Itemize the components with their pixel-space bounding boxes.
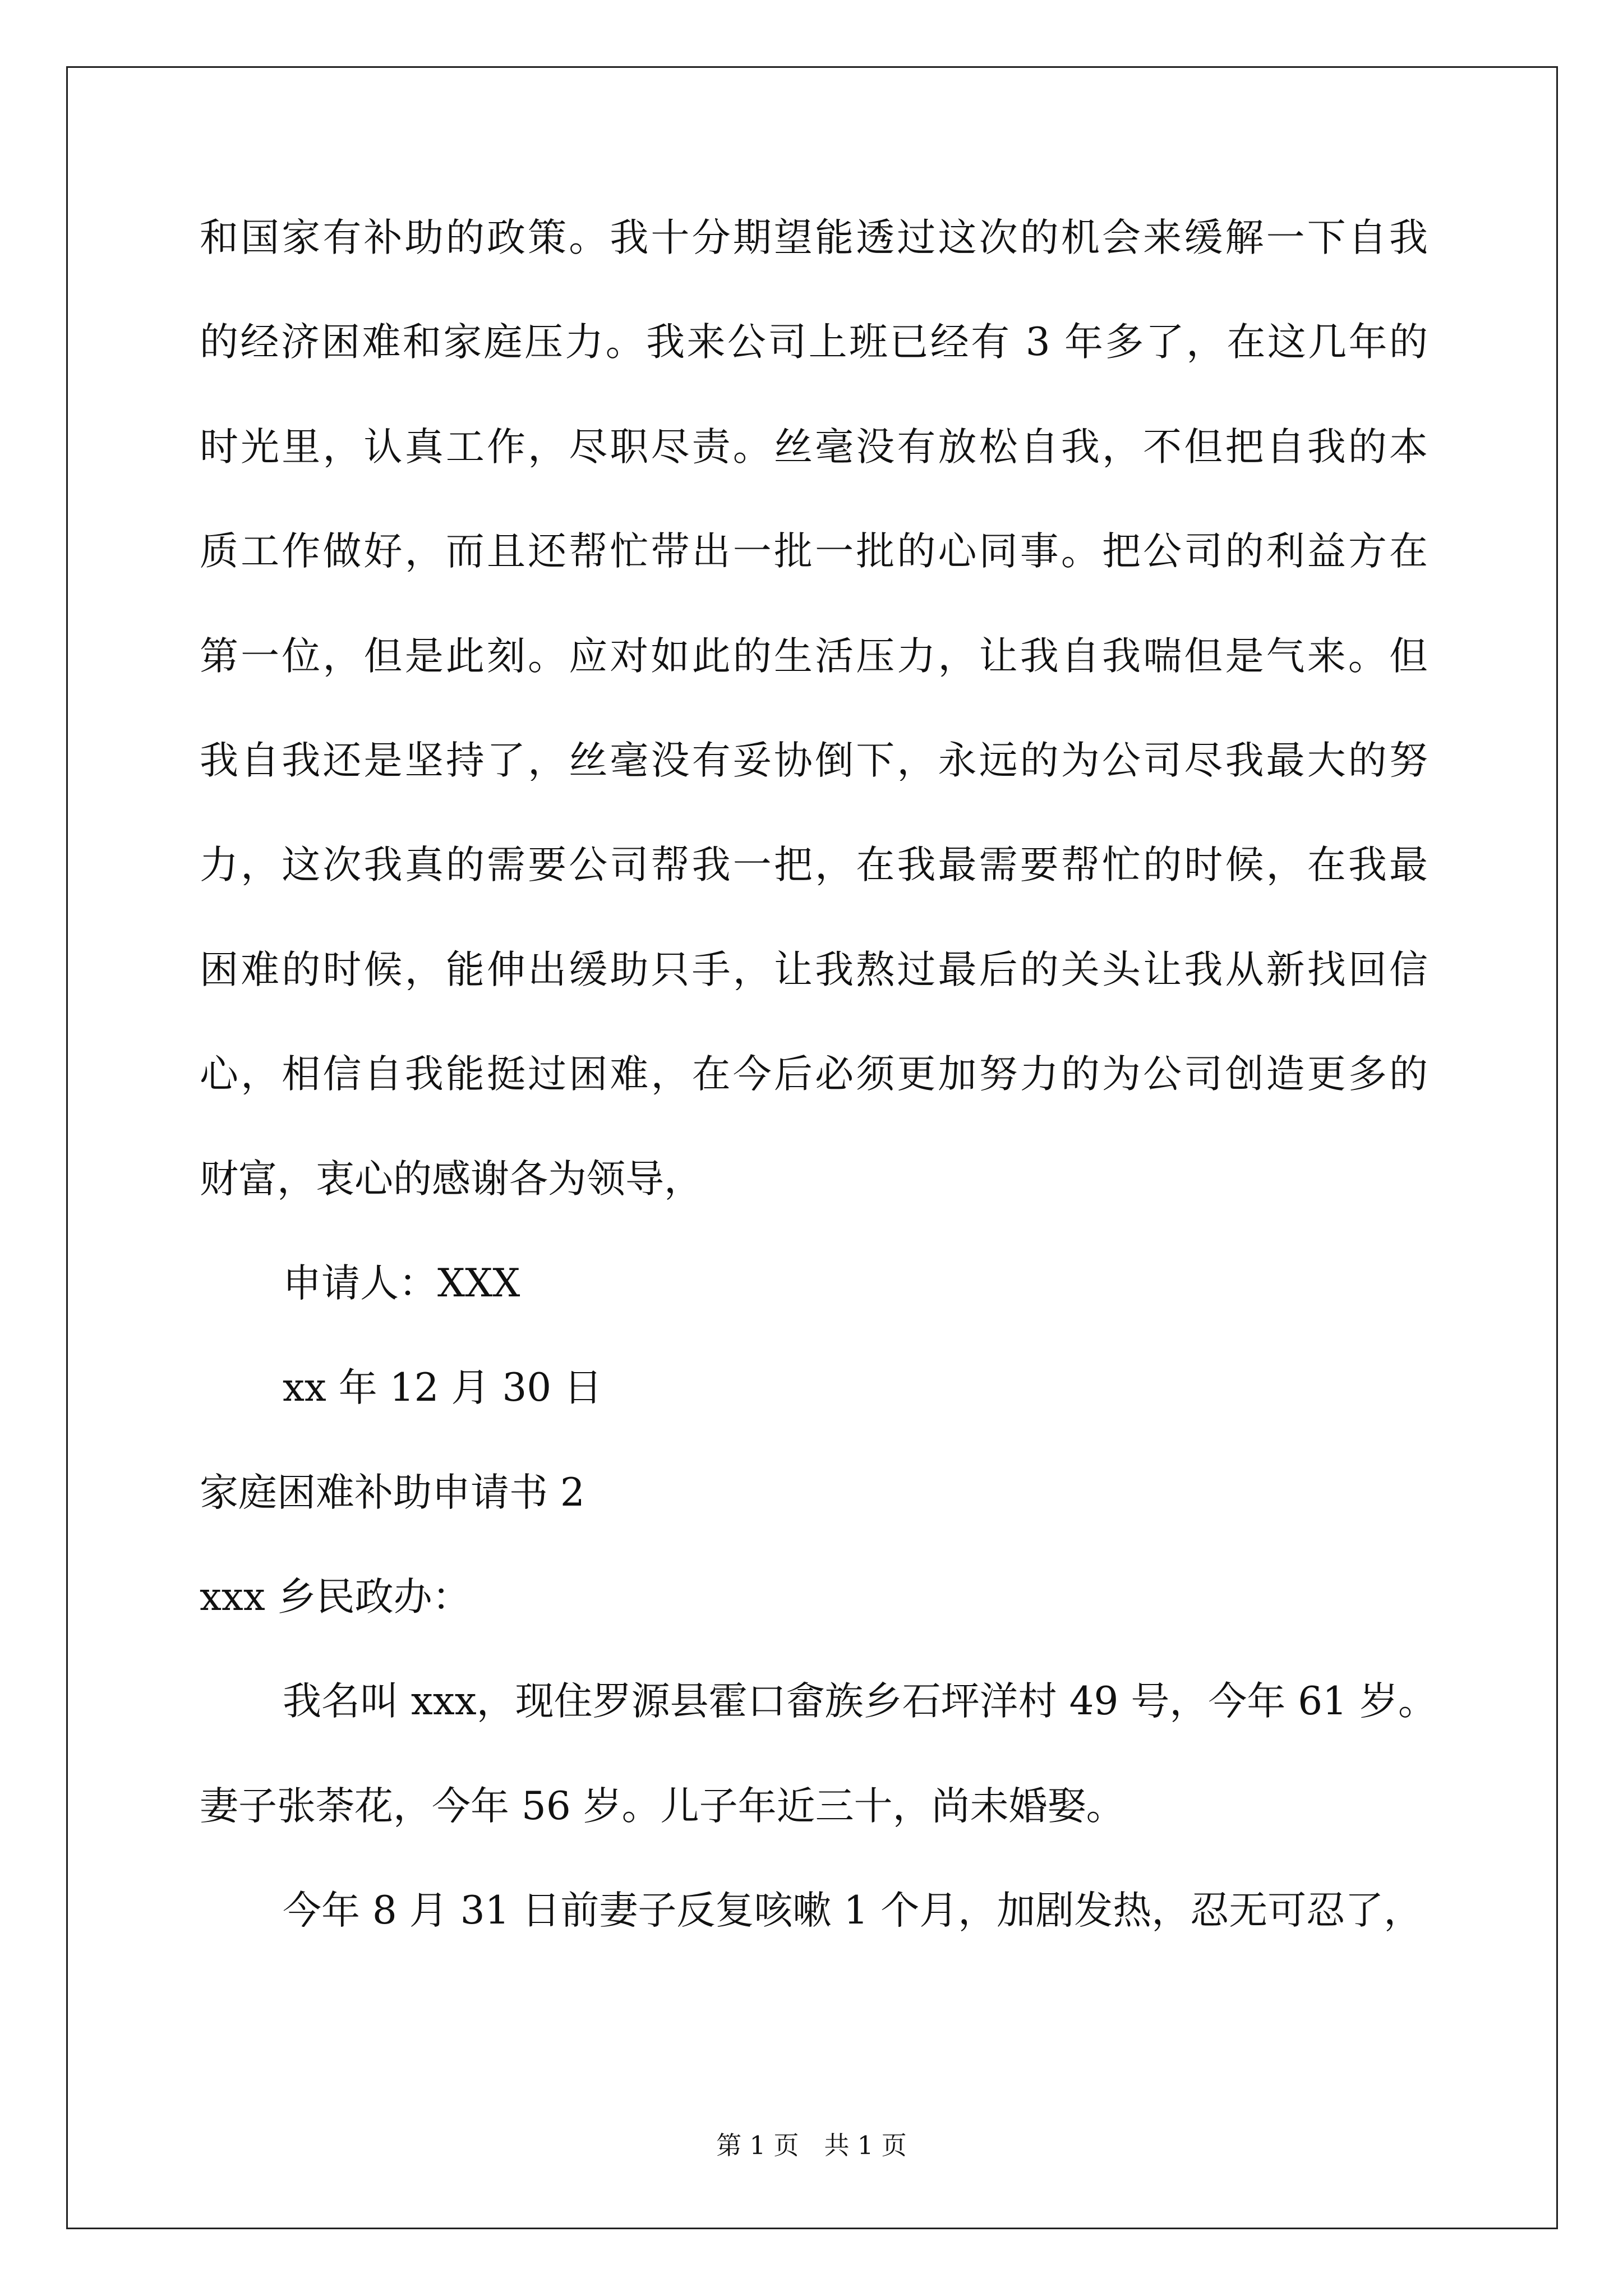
paragraph-line: 第一位，但是此刻。应对如此的生活压力，让我自我喘但是气来。但	[200, 636, 1428, 677]
applicant-line: 申请人：XXX	[283, 1260, 520, 1306]
addressee-line: xxx 乡民政办：	[200, 1575, 471, 1620]
paragraph-line: 时光里，认真工作，尽职尽责。丝毫没有放松自我，不但把自我的本	[200, 426, 1428, 467]
document-body	[200, 218, 1437, 1995]
page-number-footer: 第 1 页 共 1 页	[716, 2131, 907, 2160]
paragraph-line: 我名叫 xxx，现住罗源县霍口畲族乡石坪洋村 49 号，今年 61 岁。	[283, 1679, 1437, 1724]
paragraph-line: 力，这次我真的需要公司帮我一把，在我最需要帮忙的时候，在我最	[200, 845, 1428, 886]
paragraph-line: 和国家有补助的政策。我十分期望能透过这次的机会来缓解一下自我	[200, 218, 1428, 258]
paragraph-line: 困难的时候，能伸出缓助只手，让我熬过最后的关头让我从新找回信	[200, 949, 1428, 990]
paragraph-line: 妻子张荼花，今年 56 岁。儿子年近三十，尚未婚娶。	[200, 1783, 1125, 1829]
paragraph-line: 质工作做好，而且还帮忙带出一批一批的心同事。把公司的利益方在	[200, 531, 1428, 572]
date-line: xx 年 12 月 30 日	[283, 1365, 603, 1411]
paragraph-line: 我自我还是坚持了，丝毫没有妥协倒下，永远的为公司尽我最大的努	[200, 740, 1428, 781]
paragraph-line: 心，相信自我能挺过困难，在今后必须更加努力的为公司创造更多的	[200, 1054, 1428, 1095]
paragraph-line: 的经济困难和家庭压力。我来公司上班已经有 3 年多了，在这几年的	[200, 322, 1428, 363]
section-title: 家庭困难补助申请书 2	[200, 1470, 585, 1515]
paragraph-line: 今年 8 月 31 日前妻子反复咳嗽 1 个月，加剧发热，忍无可忍了，	[283, 1888, 1423, 1934]
paragraph-line: 财富，衷心的感谢各为领导，	[200, 1156, 703, 1202]
